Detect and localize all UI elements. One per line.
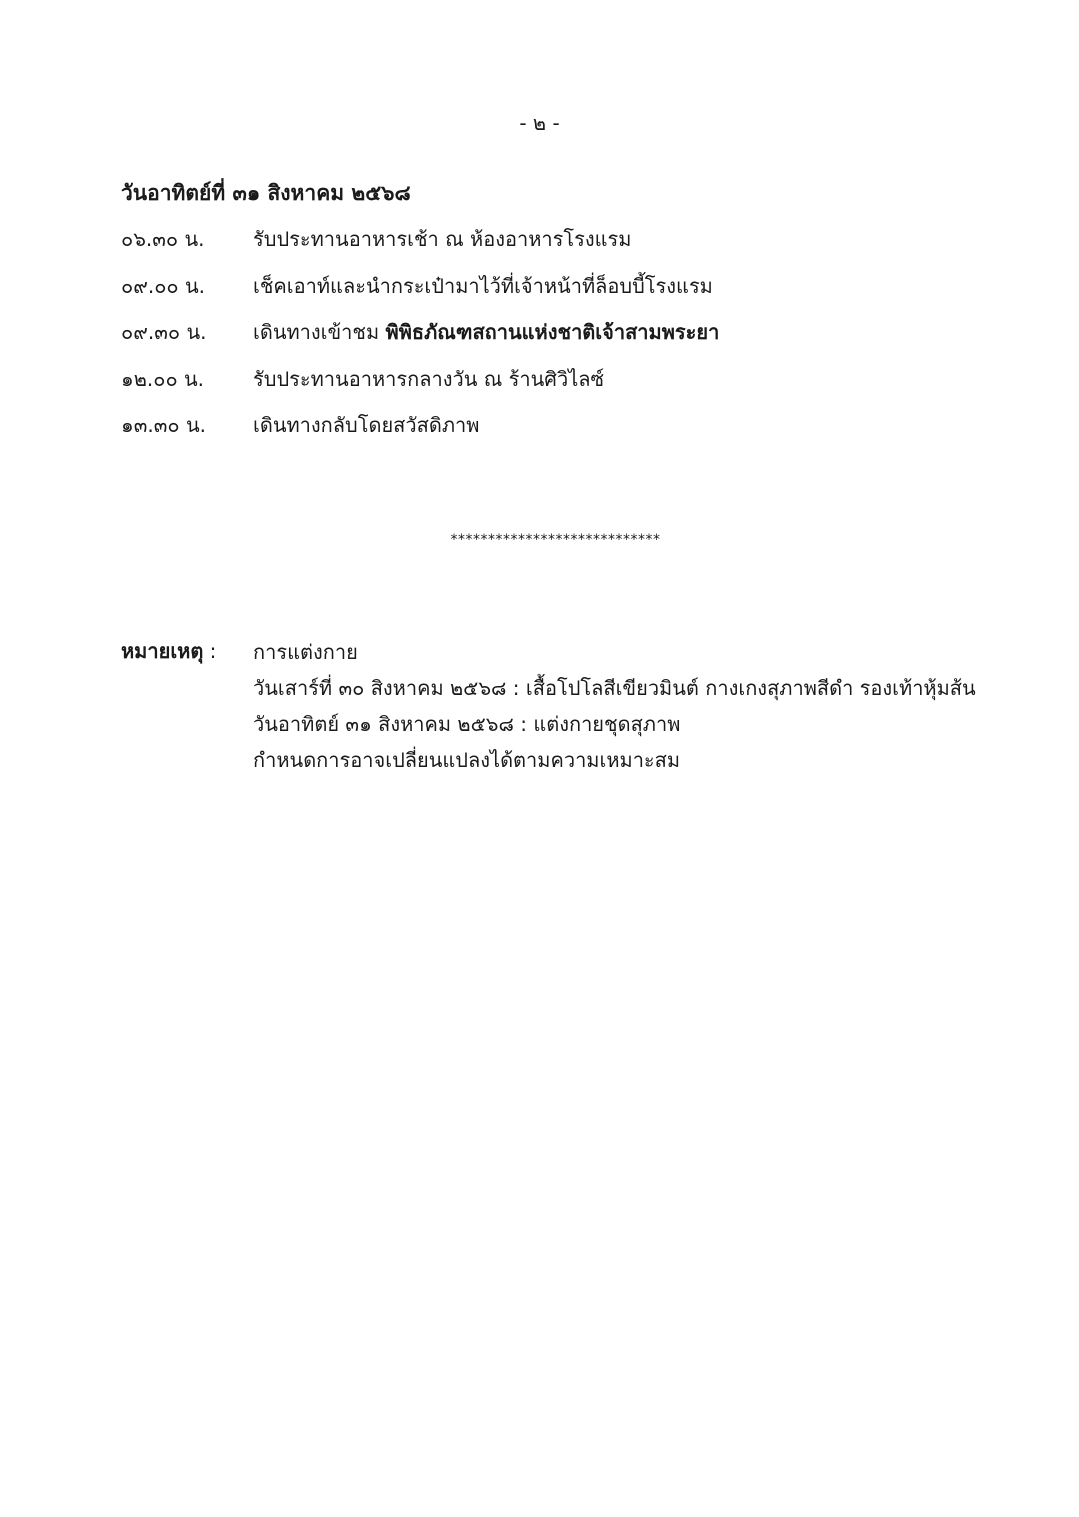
schedule-row	[121, 269, 961, 316]
schedule-activity-text: รับประทานอาหารเช้า ณ ห้องอาหารโรงแรม	[253, 227, 632, 251]
schedule-time: ๑๒.๐๐ น.	[121, 366, 205, 391]
day-heading: วันอาทิตย์ที่ ๓๑ สิงหาคม ๒๕๖๘	[121, 181, 411, 205]
schedule-time: ๑๓.๓๐ น.	[121, 413, 206, 437]
schedule-time: ๐๙.๓๐ น.	[121, 320, 207, 344]
page-number: - ๒ -	[519, 111, 560, 135]
schedule-row	[121, 408, 961, 455]
note-line: วันอาทิตย์ ๓๑ สิงหาคม ๒๕๖๘ : แต่งกายชุดสุภาพ	[253, 712, 681, 736]
schedule-activity-text: เดินทางเข้าชม	[253, 320, 386, 344]
notes-label-colon: :	[203, 639, 217, 663]
schedule-activity	[253, 269, 713, 303]
schedule-row	[121, 362, 961, 409]
schedule-time: ๐๙.๐๐ น.	[121, 273, 206, 298]
schedule-activity	[253, 362, 604, 396]
notes-label-text: หมายเหตุ	[121, 639, 204, 663]
schedule-activity	[253, 408, 479, 442]
schedule-time: ๐๖.๓๐ น.	[121, 227, 205, 251]
note-line: วันเสาร์ที่ ๓๐ สิงหาคม ๒๕๖๘ : เสื้อโปโลสีเขียวมินต์ กางเกงสุภาพสีดำ รองเท้าหุ้มส้น	[253, 676, 976, 700]
schedule-row	[121, 315, 961, 362]
notes-label	[121, 634, 216, 668]
note-line: การแต่งกาย	[253, 640, 358, 664]
schedule-activity-text: รับประทานอาหารกลางวัน ณ ร้านศิวิไลซ์	[253, 366, 605, 391]
schedule-activity	[253, 315, 719, 349]
schedule-row	[121, 222, 961, 269]
schedule-activity-bold: พิพิธภัณฑสถานแห่งชาติเจ้าสามพระยา	[385, 320, 720, 344]
schedule-activity-text: เช็คเอาท์และนำกระเป๋ามาไว้ที่เจ้าหน้าที่ล็อบบี้โรงแรม	[253, 273, 713, 298]
notes-lines	[253, 634, 976, 778]
note-line: กำหนดการอาจเปลี่ยนแปลงได้ตามความเหมาะสม	[253, 748, 681, 772]
section-separator: ****************************	[450, 532, 661, 548]
schedule-activity	[253, 222, 631, 256]
schedule-activity-text: เดินทางกลับโดยสวัสดิภาพ	[253, 413, 480, 437]
schedule-list	[121, 222, 961, 455]
